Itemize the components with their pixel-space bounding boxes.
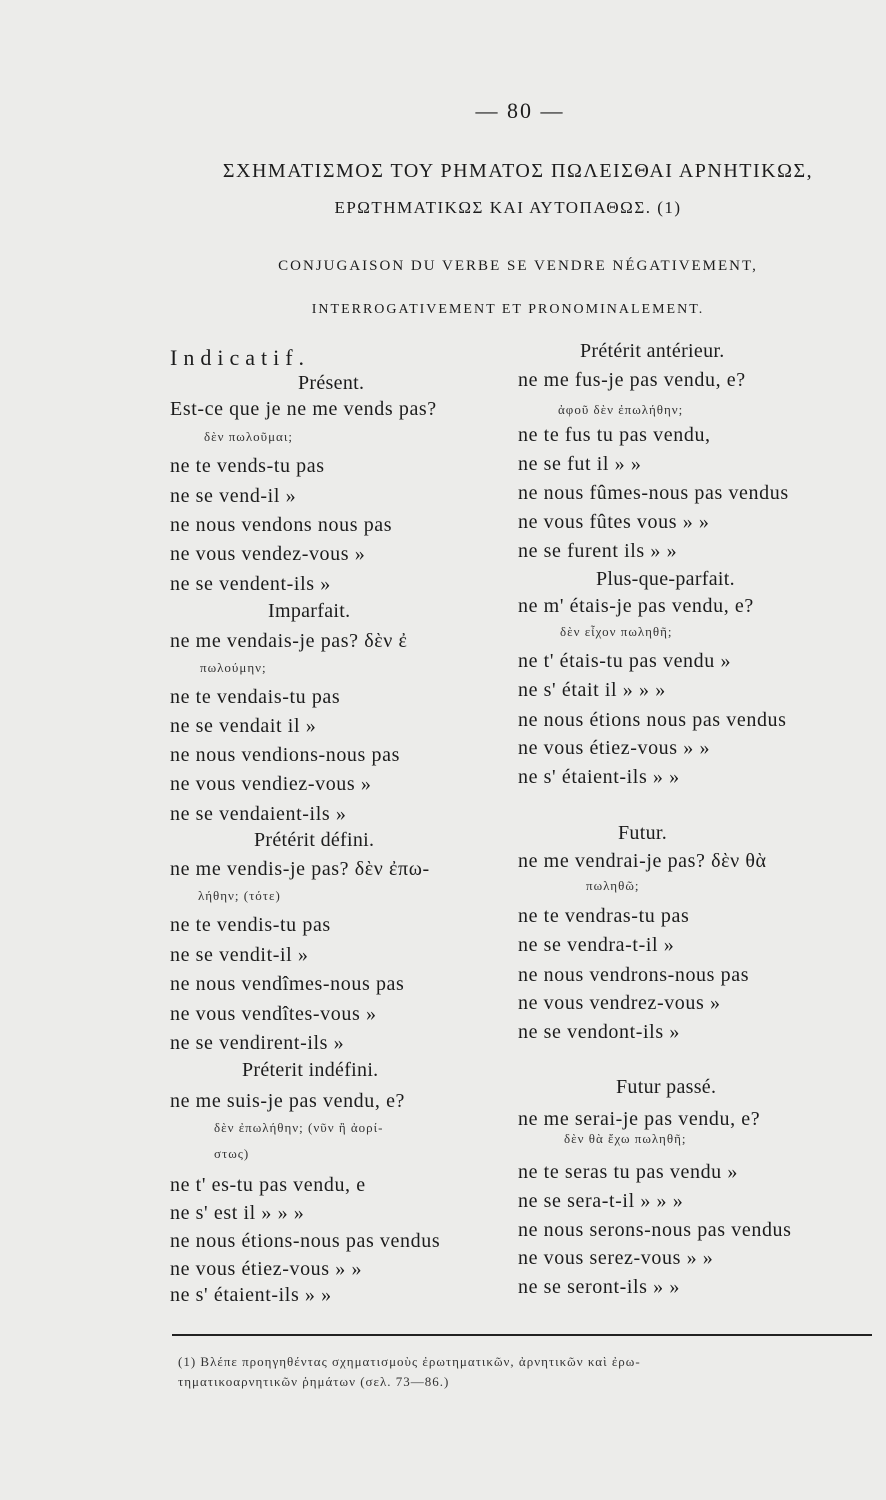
right-line: ne m' étais-je pas vendu, e? bbox=[518, 595, 754, 617]
left-line: ne vous vendez-vous » bbox=[170, 543, 366, 565]
right-line: ne se vendont-ils » bbox=[518, 1021, 680, 1043]
left-line: ne vous vendiez-vous » bbox=[170, 773, 372, 795]
left-line: ne t' es-tu pas vendu, e bbox=[170, 1174, 366, 1196]
right-line: ne te seras tu pas vendu » bbox=[518, 1161, 738, 1183]
left-greek-gloss: δὲν ἐπωλήθην; (νῦν ἢ ἀορί- bbox=[214, 1120, 384, 1135]
right-line: ne me serai-je pas vendu, e? bbox=[518, 1108, 761, 1130]
right-greek-gloss: πωληθῶ; bbox=[586, 878, 640, 893]
left-line: ne me vendis-je pas? δὲν ἐπω- bbox=[170, 858, 430, 880]
page-number: — 80 — bbox=[475, 98, 565, 123]
right-line: ne me fus-je pas vendu, e? bbox=[518, 369, 746, 391]
right-line: ne se fut il » » bbox=[518, 453, 642, 475]
left-line: ne nous vendions-nous pas bbox=[170, 744, 400, 766]
right-line: ne se vendra-t-il » bbox=[518, 934, 675, 956]
right-line: ne me vendrai-je pas? δὲν θὰ bbox=[518, 850, 767, 872]
right-line: ne te fus tu pas vendu, bbox=[518, 424, 711, 446]
left-heading: Présent. bbox=[298, 372, 365, 394]
left-line: ne se vendit-il » bbox=[170, 944, 309, 966]
left-line: ne te vendais-tu pas bbox=[170, 686, 341, 708]
greek-title-line-2: ΕΡΩΤΗΜΑΤΙΚΩΣ ΚΑΙ ΑΥΤΟΠΑΘΩΣ. (1) bbox=[334, 198, 682, 217]
left-line: ne me suis-je pas vendu, e? bbox=[170, 1090, 406, 1112]
right-line: ne vous fûtes vous » » bbox=[518, 511, 710, 533]
right-greek-gloss: ἀφοῦ δὲν ἐπωλήθην; bbox=[558, 402, 684, 417]
french-title-line-2: INTERROGATIVEMENT ET PRONOMINALEMENT. bbox=[311, 302, 705, 317]
left-heading: Indicatif. bbox=[170, 345, 311, 370]
right-line: ne s' étaient-ils » » bbox=[518, 766, 680, 788]
left-line: Est-ce que je ne me vends pas? bbox=[170, 398, 437, 420]
right-line: ne vous étiez-vous » » bbox=[518, 737, 711, 759]
left-line: ne se vendirent-ils » bbox=[170, 1032, 345, 1054]
french-title-line-1: CONJUGAISON DU VERBE SE VENDRE NÉGATIVEMENT, bbox=[278, 258, 758, 274]
left-line: ne se vendait il » bbox=[170, 715, 317, 737]
left-greek-gloss: στως) bbox=[214, 1146, 250, 1161]
left-line: ne se vendent-ils » bbox=[170, 573, 331, 595]
left-greek-gloss: πωλούμην; bbox=[200, 660, 267, 675]
left-heading: Imparfait. bbox=[268, 600, 351, 622]
right-line: ne vous serez-vous » » bbox=[518, 1247, 714, 1269]
left-line: ne se vend-il » bbox=[170, 485, 297, 507]
left-greek-gloss: δὲν πωλοῦμαι; bbox=[204, 429, 293, 444]
left-heading: Prétérit défini. bbox=[254, 829, 375, 851]
left-line: ne se vendaient-ils » bbox=[170, 803, 347, 825]
right-line: ne se sera-t-il » » » bbox=[518, 1190, 684, 1212]
left-line: ne s' est il » » » bbox=[170, 1202, 305, 1224]
left-line: ne nous étions-nous pas vendus bbox=[170, 1230, 441, 1252]
right-greek-gloss: δὲν εἶχον πωληθῆ; bbox=[560, 624, 673, 639]
left-line: ne vous vendîtes-vous » bbox=[170, 1003, 377, 1025]
left-line: ne nous vendons nous pas bbox=[170, 514, 393, 536]
right-heading: Futur. bbox=[618, 822, 668, 844]
right-line: ne nous vendrons-nous pas bbox=[518, 964, 750, 986]
left-line: ne te vendis-tu pas bbox=[170, 914, 331, 936]
left-line: ne s' étaient-ils » » bbox=[170, 1284, 332, 1306]
right-line: ne nous fûmes-nous pas vendus bbox=[518, 482, 789, 504]
right-line: ne vous vendrez-vous » bbox=[518, 992, 721, 1014]
right-heading: Plus-que-parfait. bbox=[596, 568, 735, 590]
right-heading: Prétérit antérieur. bbox=[580, 340, 725, 362]
right-line: ne s' était il » » » bbox=[518, 679, 666, 701]
left-line: ne nous vendîmes-nous pas bbox=[170, 973, 405, 995]
right-greek-gloss: δὲν θὰ ἔχω πωληθῆ; bbox=[564, 1131, 687, 1146]
right-line: ne se seront-ils » » bbox=[518, 1276, 680, 1298]
right-line: ne se furent ils » » bbox=[518, 540, 678, 562]
left-line: ne me vendais-je pas? δὲν ἐ bbox=[170, 630, 408, 652]
left-greek-gloss: λήθην; (τότε) bbox=[198, 888, 281, 903]
right-line: ne te vendras-tu pas bbox=[518, 905, 690, 927]
right-line: ne nous étions nous pas vendus bbox=[518, 709, 787, 731]
left-line: ne vous étiez-vous » » bbox=[170, 1258, 363, 1280]
footnote-rule bbox=[172, 1334, 872, 1336]
footnote-line-2: τηματικοαρνητικῶν ῥημάτων (σελ. 73—86.) bbox=[178, 1374, 450, 1389]
footnote-line-1: (1) Βλέπε προηγηθέντας σχηματισμοὺς ἐρωτηματικῶν, ἀρνητικῶν καὶ ἐρω- bbox=[178, 1354, 641, 1369]
left-line: ne te vends-tu pas bbox=[170, 455, 325, 477]
left-heading: Préterit indéfini. bbox=[242, 1059, 379, 1081]
right-line: ne t' étais-tu pas vendu » bbox=[518, 650, 732, 672]
greek-title-line-1: ΣΧΗΜΑΤΙΣΜΟΣ ΤΟΥ ΡΗΜΑΤΟΣ ΠΩΛΕΙΣΘΑΙ ΑΡΝΗΤΙΚΩΣ, bbox=[222, 160, 814, 182]
right-heading: Futur passé. bbox=[616, 1076, 717, 1098]
right-line: ne nous serons-nous pas vendus bbox=[518, 1219, 792, 1241]
